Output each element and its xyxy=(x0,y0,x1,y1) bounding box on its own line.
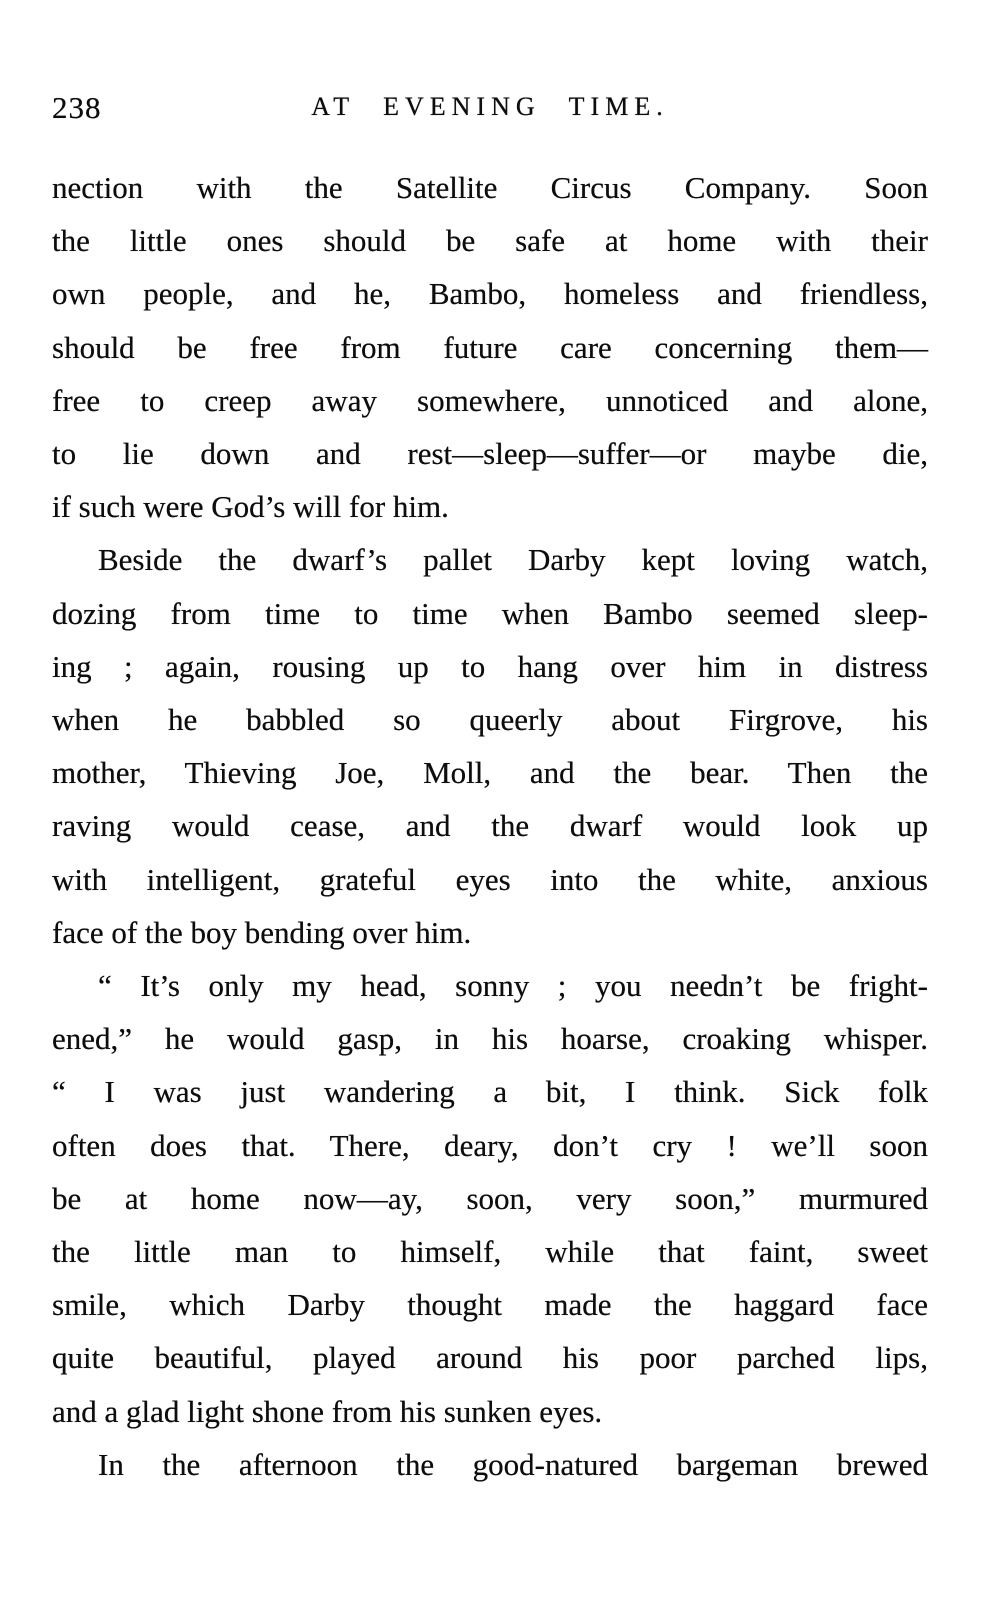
text-line: should be free from future care concerning them— xyxy=(52,329,928,365)
text-line: own people, and he, Bambo, homeless and friendless, xyxy=(52,276,928,312)
page-body xyxy=(52,161,928,1491)
text-line: and a glad light shone from his sunken eyes. xyxy=(52,1393,603,1429)
text-line: when he babbled so queerly about Firgrove, his xyxy=(52,702,928,738)
running-title: AT EVENING TIME. xyxy=(311,92,669,121)
text-line: dozing from time to time when Bambo seemed sleep- xyxy=(52,595,928,631)
text-line: often does that. There, deary, don’t cry ! we’ll soon xyxy=(52,1127,928,1163)
page-number: 238 xyxy=(52,90,102,125)
text-line: nection with the Satellite Circus Company. Soon xyxy=(52,170,928,205)
text-line: Beside the dwarf’s pallet Darby kept loving watch, xyxy=(98,542,928,578)
text-line: be at home now—ay, soon, very soon,” murmured xyxy=(52,1180,928,1216)
text-line: to lie down and rest—sleep—suffer—or maybe die, xyxy=(52,436,928,472)
text-line: In the afternoon the good-natured bargeman brewed xyxy=(98,1446,928,1482)
text-line: the little ones should be safe at home with their xyxy=(52,223,928,259)
text-line: raving would cease, and the dwarf would look up xyxy=(52,808,928,844)
text-line: quite beautiful, played around his poor parched lips, xyxy=(52,1340,928,1376)
text-line: mother, Thieving Joe, Moll, and the bear. Then the xyxy=(52,755,928,791)
text-line: “ I was just wandering a bit, I think. Sick folk xyxy=(52,1074,928,1110)
page-header xyxy=(52,90,928,132)
text-line: “ It’s only my head, sonny ; you needn’t be fright- xyxy=(98,968,928,1004)
text-line: smile, which Darby thought made the haggard face xyxy=(52,1287,928,1323)
text-line: with intelligent, grateful eyes into the white, anxious xyxy=(52,861,928,897)
text-line: ing ; again, rousing up to hang over him in distress xyxy=(52,648,928,684)
text-line: free to creep away somewhere, unnoticed and alone, xyxy=(52,382,928,418)
text-line: face of the boy bending over him. xyxy=(52,914,472,950)
text-line: if such were God’s will for him. xyxy=(52,489,449,525)
text-line: ened,” he would gasp, in his hoarse, croaking whisper. xyxy=(52,1021,928,1057)
text-line: the little man to himself, while that faint, sweet xyxy=(52,1234,928,1270)
